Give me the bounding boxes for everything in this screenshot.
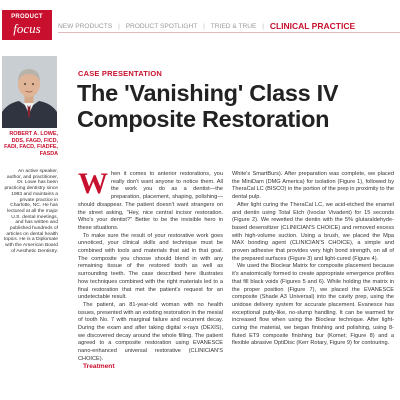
nav-item-clinical-practice[interactable]: CLINICAL PRACTICE — [269, 21, 356, 31]
drop-cap: W — [78, 167, 108, 200]
author-photo — [2, 56, 57, 128]
section-nav — [58, 21, 355, 31]
logo-line-2: focus — [13, 21, 41, 36]
product-focus-logo — [2, 10, 52, 40]
nav-separator: | — [262, 23, 264, 30]
body-paragraph — [78, 167, 223, 233]
body-paragraph: We used the Bioclear Matrix for composite placement because it's anatomically formed to create appropriate emergence profiles that fill black voids (Figures 5 and 6). While holding the matrix in the proper position (Figure 7), we placed the EVANESCE composite (Shade A3 Universal) into the cavity prep, using the unidose delivery system for accurate placement. Evanesce has exceptional putty-like, no-slump handling. It can be warmed for increased flow when using the Bioclear technique. After light-curing the material, we began finishing and polishing, using 8-fluted ET9 composite finishing bur (Komet; Figure 8) and a flexible abrasive OptiDisc (Kerr Rotary, Figure 9) for contouring. — [232, 263, 394, 347]
article-title: The 'Vanishing' Class IV Composite Restoration — [77, 80, 339, 132]
article-kicker: CASE PRESENTATION — [78, 69, 162, 78]
section-heading-treatment: Treatment — [83, 362, 115, 370]
body-paragraph: White's SmartBurs). After preparation was complete, we placed the MiniDam (DMG America) for isolation (Figure 1), followed by TheraCal LC (BISCO) in the portion of the prep in proximity to the dental pulp. — [232, 171, 394, 201]
body-paragraph: After light curing the TheraCal LC, we acid-etched the enamel and dentin using Total Etch (Ivoclar Vivadent) for 15 seconds (Figure 2). We rewetted the dentin with the 5% glutaraldehyde-based desensitizer (CLINICIAN'S CHOICE) and removed excess with high-volume suction. Using a brush, we placed the Mpa MAX bonding agent (CLINICIAN'S CHOICE), a simple and proven adhesive that provides very high bond strength, on all of the prepared surfaces (Figure 3) and light-cured (Figure 4). — [232, 201, 394, 262]
paragraph-text: hen it comes to anterior restorations, you really don't want anyone to notice them. All the work you do as a dentist—the preparation, placement, shaping, polishing—should disappear. The patient doesn't want strangers on the street asking, "Hey, nice central incisor restoration. Who's your dentist?" Better to be the invisible hero in these situations. — [78, 171, 223, 231]
body-paragraph: To make sure the result of your restorative work goes unnoticed, your clinical skills and technique must be combined with tools and materials that aid in that goal. The composite you choose should blend in with any remaining tissue of the restored tooth as well as surrounding teeth. The case described here illustrates how techniques combined with the right materials led to a final restoration that met the patient's request for an undetectable result. — [78, 232, 223, 301]
nav-item-new-products[interactable]: NEW PRODUCTS — [58, 23, 113, 30]
body-paragraph: The patient, an 81-year-old woman with no health issues, presented with an existing restoration in the mesial of tooth No. 7 with marginal failure and recurrent decay. During the exam and after taking digital x-rays (DEXIS), we discovered decay around the whole filling. The patient agreed to a composite restoration using EVANESCE nano-enhanced universal restorative (CLINICIAN'S CHOICE). — [78, 301, 223, 362]
header-rule — [58, 32, 400, 33]
article-column-2 — [232, 171, 394, 348]
author-bio: An active speaker, author, and practitioner, Dr. Lowe has been practicing dentistry since 1983 and maintains a private practice in Charlotte, NC. He has lectured at all the major U.S. dental meetings, and has written and published hundreds of articles on dental health topics. He is a Diplomate with the American Board of Aesthetic Dentistry. — [3, 169, 58, 254]
logo-line-1: PRODUCT — [11, 14, 43, 20]
nav-item-tried-and-true[interactable]: TRIED & TRUE — [210, 23, 257, 30]
nav-item-product-spotlight[interactable]: PRODUCT SPOTLIGHT — [125, 23, 198, 30]
nav-separator: | — [203, 23, 205, 30]
author-portrait-icon — [2, 56, 57, 128]
author-name: ROBERT A. LOWE, DDS, FAGD, FICD, FADI, FACD, FIADFE, FASDA — [4, 131, 58, 157]
article-column-1 — [78, 167, 223, 370]
nav-separator: | — [118, 23, 120, 30]
